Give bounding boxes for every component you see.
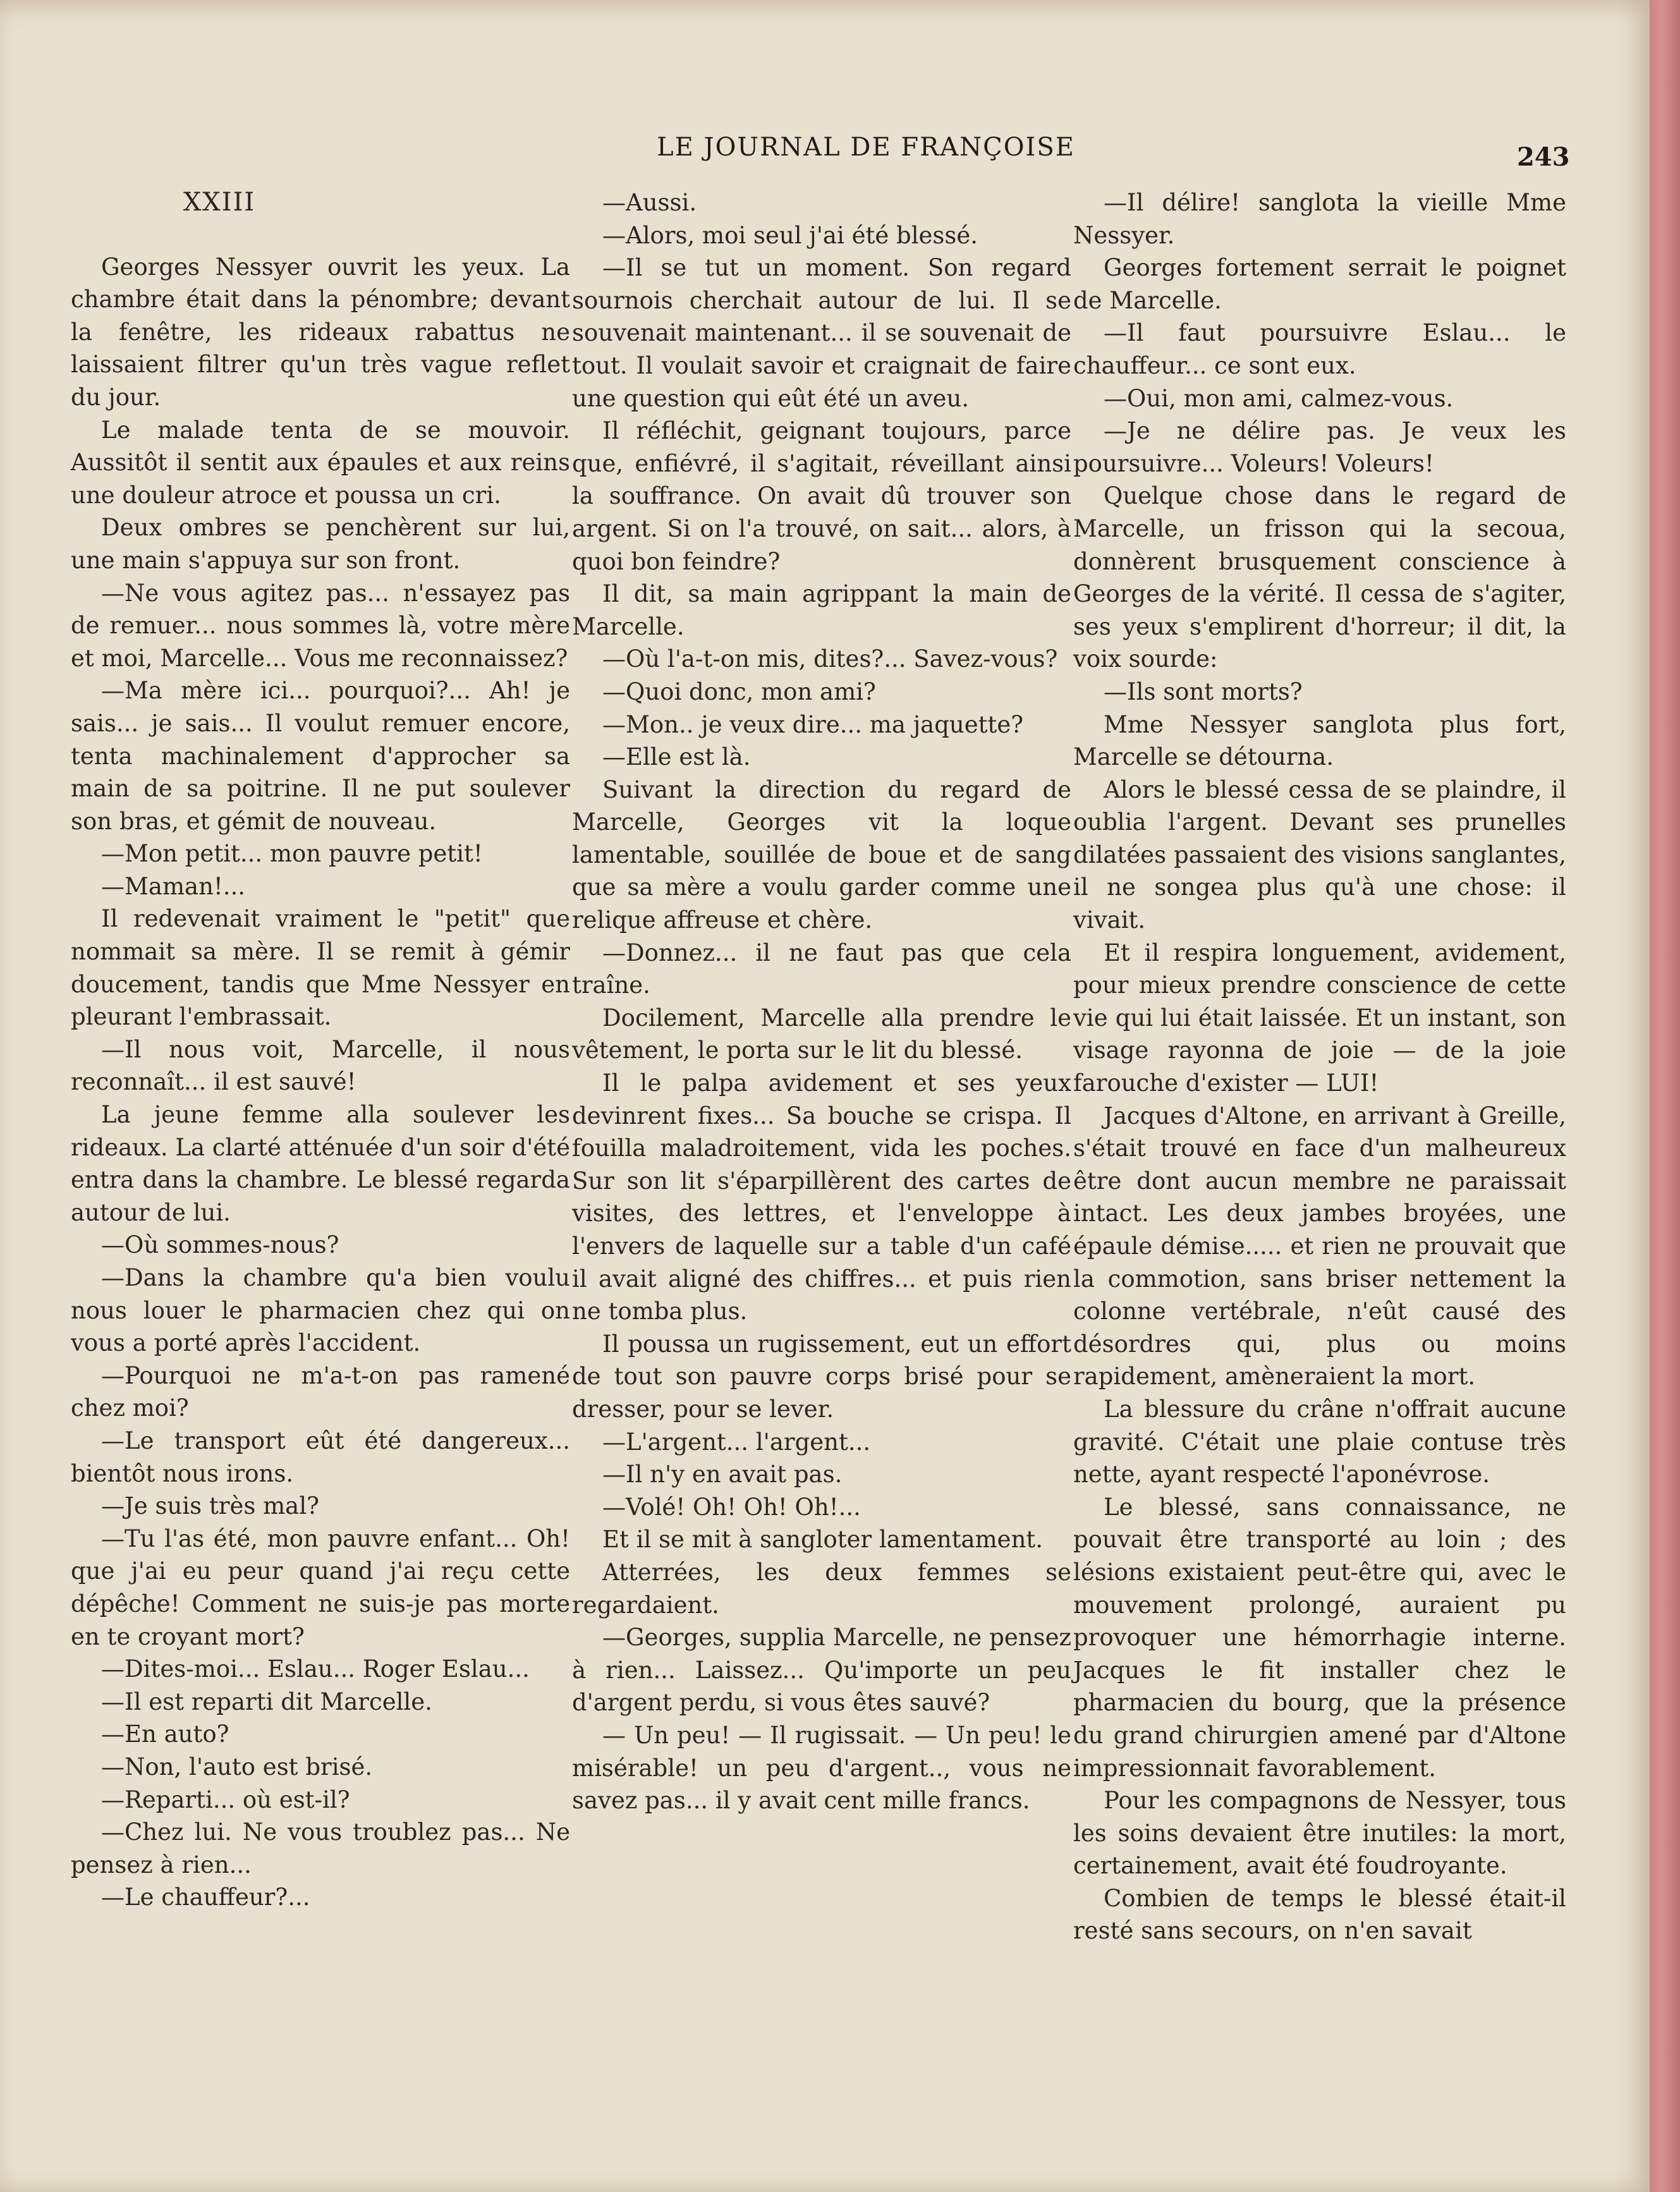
paragraph: Le malade tenta de se mouvoir. Aussitôt il sentit aux épaules et aux reins une douleur atroce et poussa un cri. [71,416,570,509]
paragraph: Il le palpa avidement et ses yeux devinrent fixes... Sa bouche se crispa. Il fouilla maladroitement, vida les poches. Sur son lit s'éparpillèrent des cartes de visites, des lettres, et l'enveloppe à l'envers de laquelle sur a table d'un café il avait aligné des chiffres... et puis rien ne tomba plus. [572,1069,1071,1325]
paragraph: —Je suis très mal? [101,1492,319,1520]
paragraph: Quelque chose dans le regard de Marcelle, un frisson qui la secoua, donnèrent brusquement conscience à Georges de la vérité. Il cessa de s'agiter, ses yeux s'emplirent d'horreur; il dit, la voix sourde: [1073,482,1566,673]
paragraph: Mme Nessyer sanglota plus fort, Marcelle se détourna. [1073,710,1566,771]
column-3-paragraphs [1073,186,1566,1947]
column-2-paragraphs [572,186,1071,1817]
paragraph: Pour les compagnons de Nessyer, tous les soins devaient être inutiles: la mort, certainement, avait été foudroyante. [1073,1787,1566,1880]
paragraph: Atterrées, les deux femmes se regardaient. [572,1558,1071,1619]
paragraph: —Où sommes-nous? [101,1231,339,1259]
paragraph: Docilement, Marcelle alla prendre le vêtement, le porta sur le lit du blessé. [572,1004,1071,1064]
page-edge [1650,0,1680,2192]
paragraph: —Ne vous agitez pas... n'essayez pas de remuer... nous sommes là, votre mère et moi, Marcelle... Vous me reconnaissez? [71,579,570,672]
paragraph: —Il délire! sanglota la vieille Mme Nessyer. [1073,189,1566,249]
paragraph: —Reparti... où est-il? [101,1786,350,1813]
paragraph: —Il faut poursuivre Eslau... le chauffeur... ce sont eux. [1073,319,1566,379]
paragraph: —Oui, mon ami, calmez-vous. [1104,384,1454,412]
page-number: 243 [1517,142,1570,172]
paragraph: Il poussa un rugissement, eut un effort de tout son pauvre corps brisé pour se dresser, pour se lever. [572,1330,1071,1423]
paragraph: Georges Nessyer ouvrit les yeux. La chambre était dans la pénombre; devant la fenêtre, les rideaux rabattus ne laissaient filtrer qu'un très vague reflet du jour. [71,253,570,411]
paragraph: —Dites-moi... Eslau... Roger Eslau... [101,1655,530,1683]
paragraph: —Le transport eût été dangereux... bientôt nous irons. [71,1427,570,1487]
paragraph: Deux ombres se penchèrent sur lui, une main s'appuya sur son front. [71,514,570,574]
text-column-3 [1073,186,1566,1947]
paragraph: Alors le blessé cessa de se plaindre, il oublia l'argent. Devant ses prunelles dilatées passaient des visions sanglantes, il ne songea plus qu'à une chose: il vivait. [1073,776,1566,934]
paragraph: —Volé! Oh! Oh! Oh!... [602,1493,861,1521]
paragraph: Il réfléchit, geignant toujours, parce que, enfiévré, il s'agitait, réveillant ainsi la souffrance. On avait dû trouver son argent. Si on l'a trouvé, on sait... alors, à quoi bon feindre? [572,417,1071,575]
paragraph: —Il n'y en avait pas. [602,1461,843,1489]
paragraph: —Georges, supplia Marcelle, ne pensez à rien... Laissez... Qu'importe un peu d'argent perdu, si vous êtes sauvé? [572,1624,1071,1717]
column-1-paragraphs [71,251,570,1914]
paragraph: —Ma mère ici... pourquoi?... Ah! je sais... je sais... Il voulut remuer encore, tenta machinalement d'approcher sa main de sa poitrine. Il ne put soulever son bras, et gémit de nouveau. [71,677,570,835]
paragraph: —Chez lui. Ne vous troublez pas... Ne pensez à rien... [71,1818,570,1878]
paragraph: —Tu l'as été, mon pauvre enfant... Oh! que j'ai eu peur quand j'ai reçu cette dépêche! Comment ne suis-je pas morte en te croyant mort? [71,1525,570,1650]
paragraph: —Quoi donc, mon ami? [602,678,876,705]
paragraph: —Mon.. je veux dire... ma jaquette? [602,710,1024,738]
paragraph: Et il se mit à sangloter lamentament. [602,1526,1044,1554]
text-column-1 [71,186,570,1914]
paragraph: —Dans la chambre qu'a bien voulu nous louer le pharmacien chez qui on vous a porté après l'accident. [71,1264,570,1357]
paragraph: —Donnez... il ne faut pas que cela traîne. [572,939,1071,999]
paragraph: La jeune femme alla soulever les rideaux. La clarté atténuée d'un soir d'été entra dans la chambre. Le blessé regarda autour de lui. [71,1101,570,1226]
paragraph: —Elle est là. [602,743,751,771]
paragraph: Suivant la direction du regard de Marcelle, Georges vit la loque lamentable, souillée de boue et de sang que sa mère a voulu garder comme une relique affreuse et chère. [572,776,1071,934]
paragraph: Le blessé, sans connaissance, ne pouvait être transporté au loin ; des lésions existaient peut-être qui, avec le mouvement prolongé, auraient pu provoquer une hémorrhagie interne. Jacques le fit installer chez le pharmacien du bourg, que la présence du grand chirurgien amené par d'Altone impressionnait favorablement. [1073,1493,1566,1782]
paragraph: —L'argent... l'argent... [602,1428,871,1456]
paragraph: Jacques d'Altone, en arrivant à Greille, s'était trouvé en face d'un malheureux être dont aucun membre ne paraissait intact. Les deux jambes broyées, une épaule démise..... et rien ne prouvait que la commotion, sans briser nettement la colonne vertébrale, n'eût causé des désordres qui, plus ou moins rapidement, amèneraient la mort. [1073,1102,1566,1391]
paragraph: —Pourquoi ne m'a-t-on pas ramené chez moi? [71,1361,570,1422]
paragraph: —Non, l'auto est brisé. [101,1753,373,1781]
paragraph: Combien de temps le blessé était-il resté sans secours, on n'en savait [1073,1884,1566,1945]
paragraph: —Alors, moi seul j'ai été blessé. [602,221,978,249]
paragraph: —Il nous voit, Marcelle, il nous reconnaît... il est sauvé! [71,1035,570,1096]
paragraph: —Maman!... [101,872,246,900]
paragraph: Il dit, sa main agrippant la main de Marcelle. [572,580,1071,640]
paragraph: — Un peu! — Il rugissait. — Un peu! le misérable! un peu d'argent.., vous ne savez pas... il y avait cent mille francs. [572,1721,1071,1815]
paragraph: —Il est reparti dit Marcelle. [101,1688,432,1715]
paragraph: —Il se tut un moment. Son regard sournois cherchait autour de lui. Il se souvenait maintenant... il se souvenait de tout. Il voulait savoir et craignait de faire une question qui eût été un aveu. [572,254,1071,412]
paragraph: Et il respira longuement, avidement, pour mieux prendre conscience de cette vie qui lui était laissée. Et un instant, son visage rayonna de joie — de la joie farouche d'exister — LUI! [1073,939,1566,1097]
paragraph: —En auto? [101,1720,229,1748]
paragraph: La blessure du crâne n'offrait aucune gravité. C'était une plaie contuse très nette, ayant respecté l'aponévrose. [1073,1395,1566,1489]
paragraph: —Ils sont morts? [1104,678,1303,705]
paragraph: —Mon petit... mon pauvre petit! [101,840,483,868]
paragraph: —Je ne délire pas. Je veux les poursuivre... Voleurs! Voleurs! [1073,417,1566,477]
paragraph: Georges fortement serrait le poignet de Marcelle. [1073,254,1566,314]
paragraph: Il redevenait vraiment le "petit" que nommait sa mère. Il se remit à gémir doucement, tandis que Mme Nessyer en pleurant l'embrassait. [71,905,570,1031]
paragraph: —Où l'a-t-on mis, dites?... Savez-vous? [602,645,1058,673]
running-title: LE JOURNAL DE FRANÇOISE [657,133,1075,162]
paragraph: —Aussi. [602,189,697,216]
text-column-2 [572,186,1071,1817]
chapter-heading: XXIII [183,188,256,217]
paragraph: —Le chauffeur?... [101,1884,310,1911]
